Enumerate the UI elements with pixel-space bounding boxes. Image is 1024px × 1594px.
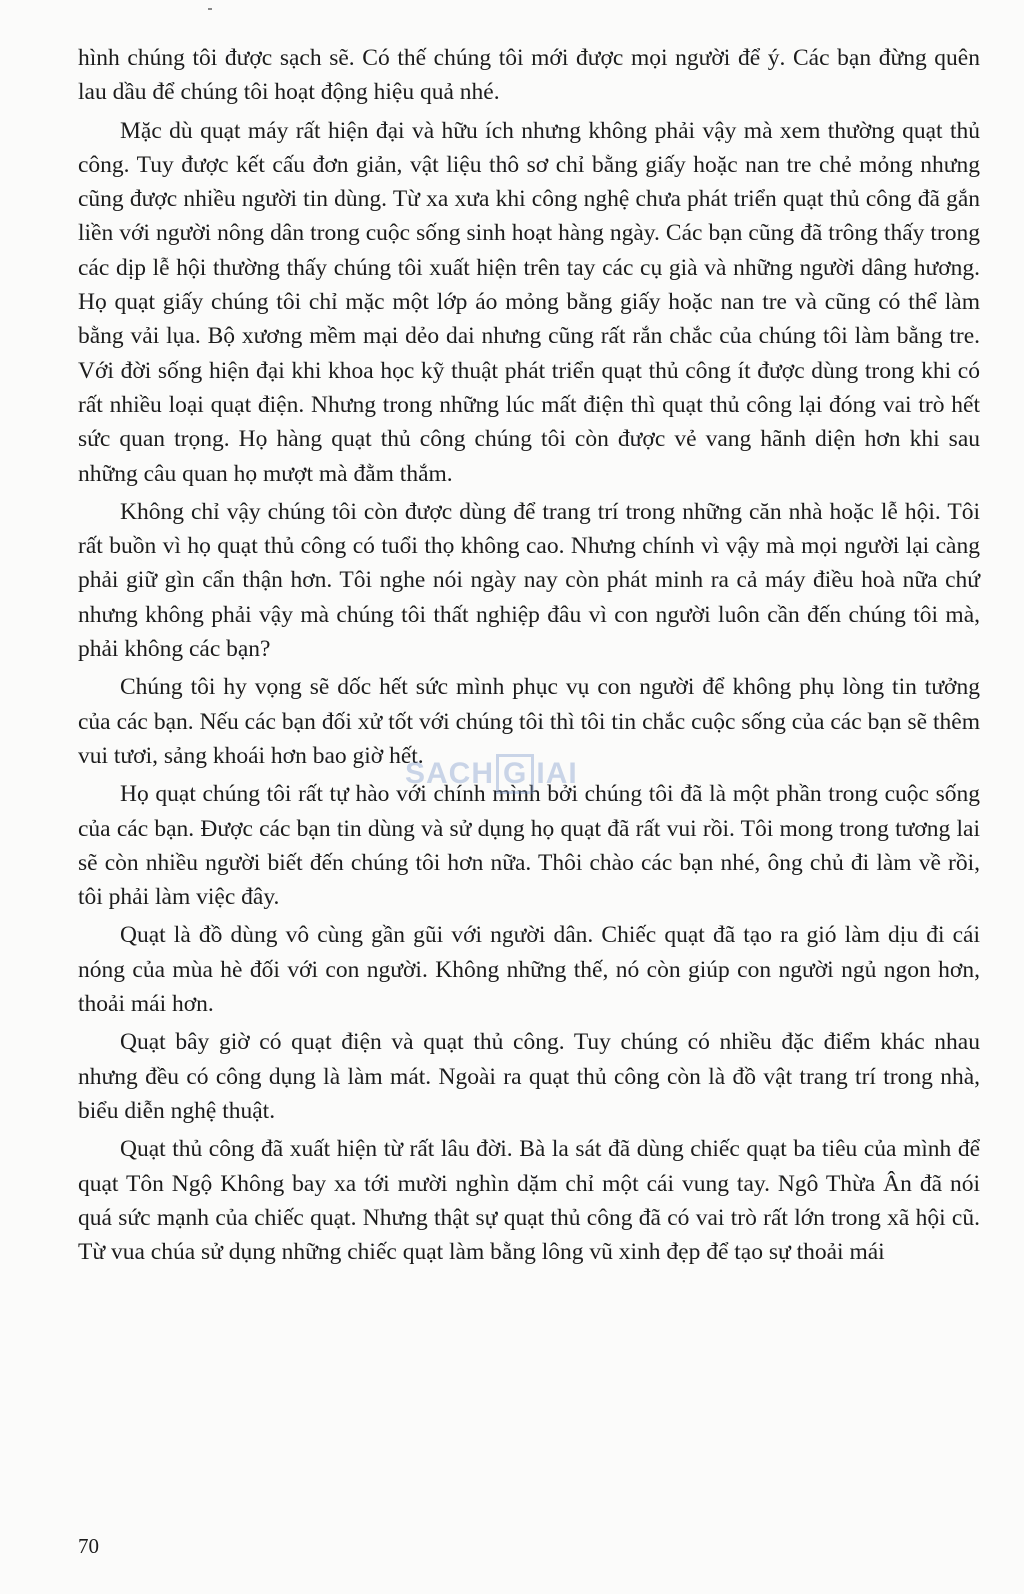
scan-speck bbox=[208, 8, 212, 10]
paragraph: Quạt bây giờ có quạt điện và quạt thủ công. Tuy chúng có nhiều đặc điểm khác nhau nhưng đều có công dụng là làm mát. Ngoài ra quạt thủ công còn là đồ vật trang trí trong nhà, biểu diễn nghệ thuật. bbox=[78, 1029, 980, 1124]
paragraph: Chúng tôi hy vọng sẽ dốc hết sức mình phục vụ con người để không phụ lòng tin tưởng của các bạn. Nếu các bạn đối xử tốt với chúng tôi thì tôi tin chắc cuộc sống của các bạn sẽ thêm vui tươi, sảng khoái hơn bao giờ hết. bbox=[78, 674, 980, 769]
watermark-text-left: SACH bbox=[405, 757, 495, 790]
paragraph: Họ quạt chúng tôi rất tự hào với chính mình bởi chúng tôi đã là một phần trong cuộc sống của các bạn. Được các bạn tin dùng và sử dụng họ quạt đã rất vui rồi. Tôi mong trong tương lai sẽ còn nhiều người biết đến chúng tôi hơn nữa. Thôi chào các bạn nhé, ông chủ đi làm về rồi, tôi phải làm việc đây. bbox=[78, 781, 980, 911]
page-text-body bbox=[78, 41, 980, 1273]
paragraph: Quạt là đồ dùng vô cùng gần gũi với người dân. Chiếc quạt đã tạo ra gió làm dịu đi cái nóng của mùa hè đối với con người. Không những thế, nó còn giúp con người ngủ ngon hơn, thoải mái hơn. bbox=[78, 922, 980, 1018]
paragraph: Mặc dù quạt máy rất hiện đại và hữu ích nhưng không phải vậy mà xem thường quạt thủ công. Tuy được kết cấu đơn giản, vật liệu thô sơ chỉ bằng giấy hoặc nan tre chẻ mỏng nhưng cũng được nhiều người tin dùng. Từ xa xưa khi công nghệ chưa phát triển quạt thủ công đã gắn liền với người nông dân trong cuộc sống sinh hoạt hàng ngày. Các bạn cũng đã trông thấy trong các dịp lễ hội thường thấy chúng tôi xuất hiện trên tay các cụ già và những người dâng hương. Họ quạt giấy chúng tôi chỉ mặc một lớp áo mỏng bằng giấy hoặc nan tre và cũng có thể làm bằng vải lụa. Bộ xương mềm mại dẻo dai nhưng cũng rất rắn chắc của chúng tôi làm bằng tre. Với đời sống hiện đại khi khoa học kỹ thuật phát triển quạt thủ công ít được dùng trong khi có rất nhiều loại quạt điện. Nhưng trong những lúc mất điện thì quạt thủ công lại đóng vai trò hết sức quan trọng. Họ hàng quạt thủ công chúng tôi còn được vẻ vang hãnh diện hơn khi sau những câu quan họ mượt mà đằm thắm. bbox=[78, 117, 980, 487]
watermark-text-right: IAI bbox=[536, 757, 578, 790]
paragraph-continued: hình chúng tôi được sạch sẽ. Có thế chúng tôi mới được mọi người để ý. Các bạn đừng quên lau dầu để chúng tôi hoạt động hiệu quả nhé. bbox=[78, 45, 980, 106]
paragraph: Quạt thủ công đã xuất hiện từ rất lâu đời. Bà la sát đã dùng chiếc quạt ba tiêu của mình để quạt Tôn Ngộ Không bay xa tới mười nghìn dặm chỉ một cái vung tay. Ngô Thừa Ân đã nói quá sức mạnh của chiếc quạt. Nhưng thật sự quạt thủ công đã có vai trò rất lớn trong xã hội cũ. Từ vua chúa sử dụng những chiếc quạt làm bằng lông vũ xinh đẹp để tạo sự thoải mái bbox=[78, 1136, 980, 1266]
page-number: 70 bbox=[78, 1534, 99, 1558]
paragraph: Không chỉ vậy chúng tôi còn được dùng để trang trí trong những căn nhà hoặc lễ hội. Tôi rất buồn vì họ quạt thủ công có tuổi thọ không cao. Nhưng chính vì vậy mà mọi người lại càng phải giữ gìn cẩn thận hơn. Tôi nghe nói ngày nay còn phát minh ra cả máy điều hoà nữa chứ nhưng không phải vậy mà chúng tôi thất nghiệp đâu vì con người luôn cần đến chúng tôi mà, phải không các bạn? bbox=[78, 498, 980, 663]
watermark-boxed-letter: G bbox=[496, 754, 534, 794]
